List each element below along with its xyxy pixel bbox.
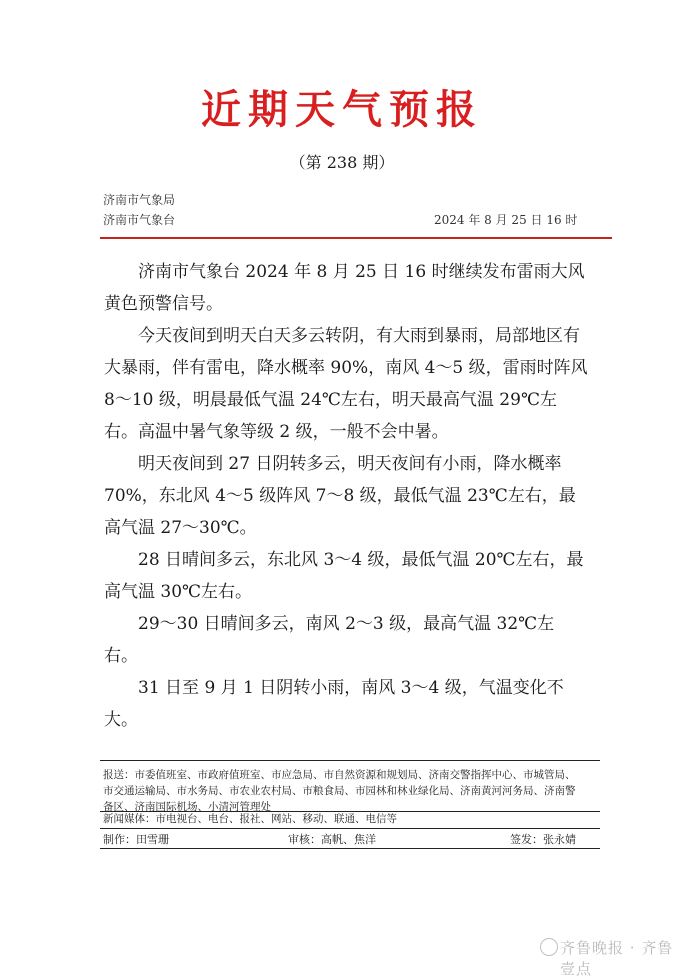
issuer-observatory: 济南市气象台 (103, 213, 176, 227)
paragraph-28th: 28 日晴间多云，东北风 3～4 级，最低气温 20℃左右，最高气温 30℃左右。 (104, 550, 584, 602)
watermark: 齐鲁晚报 · 齐鲁壹点 (560, 939, 674, 978)
signer-credit: 签发：张永婧 (510, 833, 576, 846)
paragraph-31st-sep1: 31 日至 9 月 1 日阴转小雨，南风 3～4 级，气温变化不大。 (104, 678, 564, 730)
footer-divider-bottom (100, 848, 600, 849)
distribution-list: 报送：市委值班室、市政府值班室、市应急局、市自然资源和规划局、济南交警指挥中心、市城管局、市交通运输局、市水务局、市农业农村局、市粮食局、市园林和林业绿化局、济南黄河河务局、济南警备区、济南国际机场、小清河管理处 (103, 769, 576, 813)
issue-number: （第 238 期） (289, 153, 395, 172)
paragraph-27th: 明天夜间到 27 日阴转多云，明天夜间有小雨，降水概率 70%，东北风 4～5 级阵风 7～8 级，最低气温 23℃左右，最高气温 27～30℃。 (104, 454, 576, 538)
paragraph-today-tomorrow: 今天夜间到明天白天多云转阴，有大雨到暴雨，局部地区有大暴雨，伴有雷电，降水概率 90%，南风 4～5 级，雷雨时阵风 8～10 级，明晨最低气温 24℃左右，明天最高气温 29℃左右。高温中暑气象等级 2 级，一般不会中暑。 (104, 326, 588, 442)
document-title: 近期天气预报 (201, 86, 483, 133)
header-divider (100, 237, 612, 239)
footer-divider-top (100, 760, 600, 761)
reviewer-credit: 审核：高帆、焦洋 (288, 833, 376, 846)
maker-credit: 制作：田雪珊 (103, 833, 169, 846)
forecast-body (104, 256, 588, 736)
paragraph-29-30th: 29～30 日晴间多云，南风 2～3 级，最高气温 32℃左右。 (104, 614, 555, 666)
paragraph-warning: 济南市气象台 2024 年 8 月 25 日 16 时继续发布雷雨大风黄色预警信号。 (104, 262, 585, 314)
footer-divider-sign (100, 828, 600, 829)
issuer-bureau: 济南市气象局 (103, 193, 176, 207)
issue-date: 2024 年 8 月 25 日 16 时 (434, 213, 578, 227)
media-list: 新闻媒体：市电视台、电台、报社、网站、移动、联通、电信等 (103, 813, 397, 825)
watermark-logo-icon (540, 938, 558, 956)
